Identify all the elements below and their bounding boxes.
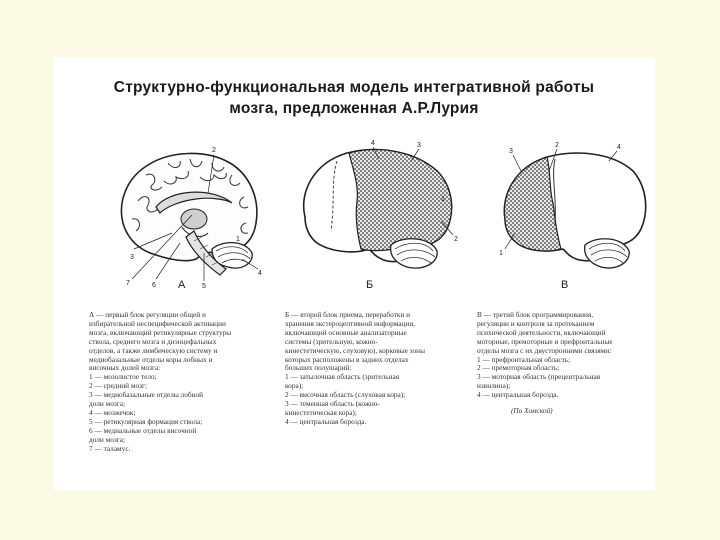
- brain-medial-diagram: [108, 141, 268, 296]
- slide-sheet: [53, 57, 655, 490]
- brain-posterior-block-diagram: [291, 141, 461, 296]
- caption-a-line: ствола, среднего мозга и диэнцефальных: [89, 336, 217, 346]
- figure-a-number-7: 7: [126, 280, 130, 287]
- figure-c-letter: В: [561, 279, 569, 291]
- figure-a-letter: А: [178, 279, 186, 291]
- caption-b-line: системы (зрительную, кожно-: [285, 336, 378, 346]
- figure-c-number-2: 2: [555, 142, 559, 149]
- caption-a-line: 2 — средний мозг;: [89, 381, 148, 391]
- figure-a-medial-brain: [108, 141, 268, 296]
- caption-c-line: 1 — префронтальная область;: [477, 354, 571, 364]
- figure-b-letter: Б: [366, 279, 374, 291]
- caption-a-line: височных долей мозга:: [89, 363, 161, 373]
- caption-a-line: избирательной неспецифической активации: [89, 318, 226, 328]
- caption-c-line: психической деятельности, включающий: [477, 327, 606, 337]
- caption-c-line: моторные, премоторные и префронтальные: [477, 336, 613, 346]
- caption-b-line: включающий основные анализаторные: [285, 327, 407, 337]
- figure-c-number-1: 1: [499, 250, 503, 257]
- title-line-1: Структурно-функциональная модель интегративной работы: [113, 79, 595, 96]
- caption-a-line: 5 — ретикулярная формация ствола;: [89, 416, 203, 426]
- caption-b-line: кора);: [285, 381, 304, 391]
- figure-a-number-1: 1: [236, 236, 240, 243]
- caption-b-line: Б — второй блок приема, переработки и: [285, 310, 411, 319]
- caption-a-line: 6 — медиальные отделы височной: [89, 425, 197, 435]
- caption-a-line: доли мозга;: [89, 434, 126, 444]
- figure-c-lateral-brain: [491, 141, 651, 296]
- slide-title: [53, 77, 655, 119]
- figure-a-number-3: 3: [130, 254, 134, 261]
- caption-block-c: [477, 311, 653, 416]
- caption-a-line: А — первый блок регуляции общей и: [89, 310, 206, 319]
- caption-b-line: кинестетическую, слуховую), корковые зоны: [285, 345, 425, 355]
- caption-c-line: 3 — моторная область (прецентральная: [477, 372, 601, 382]
- caption-b-line: 4 — центральная борозда.: [285, 416, 367, 426]
- brain-frontal-block-diagram: [491, 141, 651, 296]
- caption-b-line: кинестетическая кора);: [285, 407, 357, 417]
- caption-a-line: 1 — мозолистое тело;: [89, 372, 157, 382]
- caption-b-line: хранения экстероцептивной информации,: [285, 318, 416, 328]
- figure-c-number-3: 3: [509, 148, 513, 155]
- caption-a-line: 7 — таламус.: [89, 443, 131, 453]
- caption-block-b: [285, 311, 465, 427]
- caption-a-line: медиобазальные отделы коры лобных и: [89, 354, 213, 364]
- caption-a-line: 4 — мозжечок;: [89, 407, 136, 417]
- caption-b-line: которых расположены в задних отделах: [285, 354, 409, 364]
- figure-a-number-4: 4: [258, 270, 262, 277]
- caption-c-line: регуляции и контроля за протеканием: [477, 318, 595, 328]
- caption-a-line: отделов, а также лимбическую систему и: [89, 345, 218, 355]
- caption-block-a: [89, 311, 269, 454]
- figure-c-number-4: 4: [617, 144, 621, 151]
- figure-b-number-1: 1: [441, 196, 445, 203]
- caption-b-line: 2 — височная область (слуховая кора);: [285, 390, 406, 400]
- caption-b-line: больших полушарий:: [285, 363, 352, 373]
- caption-b-line: 1 — затылочная область (зрительная: [285, 372, 400, 382]
- caption-c-line: 2 — премоторная область;: [477, 363, 560, 373]
- caption-c-line: 4 — центральная борозда.: [477, 390, 559, 400]
- figure-b-number-2: 2: [454, 236, 458, 243]
- figure-a-number-2: 2: [212, 147, 216, 154]
- caption-b-line: 3 — теменная область (кожно-: [285, 399, 380, 409]
- caption-c-line: В — третий блок программирования,: [477, 310, 594, 319]
- caption-a-line: мозга, включающий ретикулярные структуры: [89, 327, 232, 337]
- caption-a-line: 3 — медиобазальные отделы лобной: [89, 390, 204, 400]
- caption-a-line: доли мозга;: [89, 399, 126, 409]
- figure-b-number-4: 4: [371, 140, 375, 147]
- figure-a-number-5: 5: [202, 283, 206, 290]
- title-line-2: мозга, предложенная А.Р.Лурия: [229, 100, 479, 117]
- figure-b-lateral-brain: [291, 141, 461, 296]
- caption-c-line: извилина);: [477, 381, 511, 391]
- caption-source: (По Хомской): [511, 406, 553, 416]
- caption-c-line: отделы мозга с их двусторонними связями:: [477, 345, 612, 355]
- figure-a-number-6: 6: [152, 282, 156, 289]
- figure-b-number-3: 3: [417, 142, 421, 149]
